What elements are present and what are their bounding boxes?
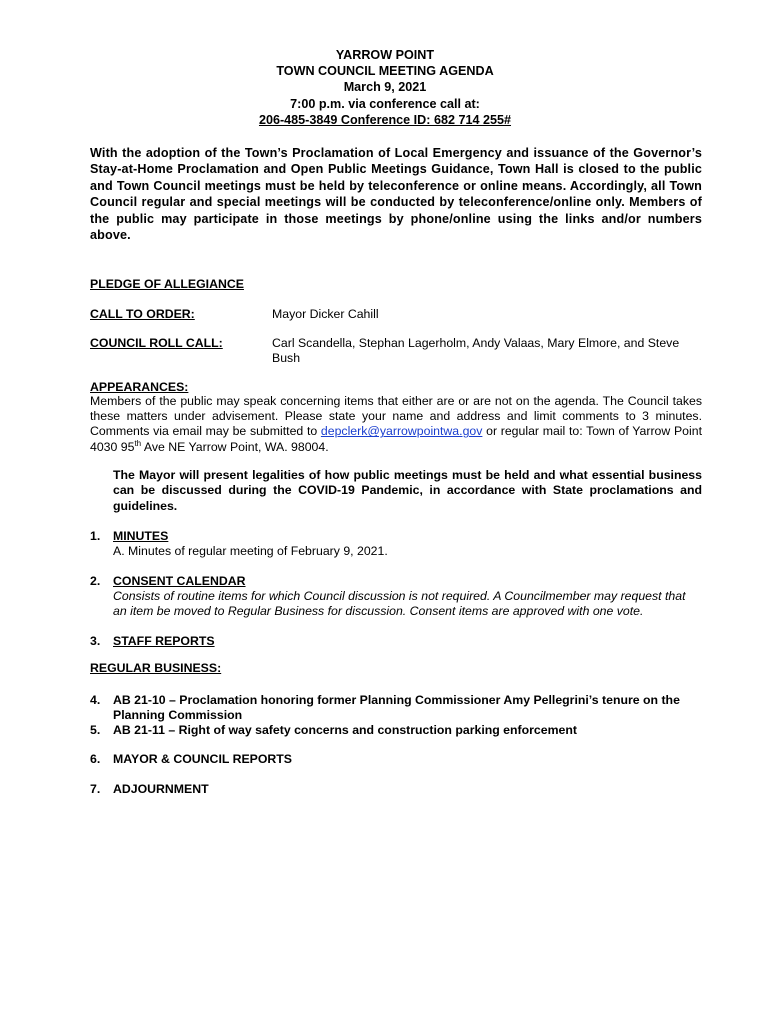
intro-paragraph: With the adoption of the Town’s Proclamation of Local Emergency and issuance of the Governor’s Stay-at-Home Proclamation and Open Public Meetings Guidance, Town Hall is closed to the public and Town Council meetings must be held by teleconference or online means. Accordingly, all Town Council regular and special meetings will be conducted by teleconference/online only. Members of the public may participate in those meetings by phone/online using the links and/or numbers above. <box>90 146 702 243</box>
town-name: YARROW POINT <box>335 48 435 62</box>
ordinal-suffix: th <box>134 438 142 448</box>
item-number: 1. <box>90 529 101 543</box>
call-to-order-label: CALL TO ORDER: <box>90 307 195 321</box>
agenda-item-staff <box>90 634 702 650</box>
item-content <box>113 574 702 620</box>
item-title: STAFF REPORTS <box>113 634 215 648</box>
conference-info: 206-485-3849 Conference ID: 682 714 255# <box>258 112 512 127</box>
item-title: MINUTES <box>113 529 169 543</box>
meeting-time: 7:00 p.m. via conference call at: <box>290 96 480 111</box>
pledge-heading: PLEDGE OF ALLEGIANCE <box>90 277 244 291</box>
item-title: AB 21-11 – Right of way safety concerns and construction parking enforcement <box>113 723 577 737</box>
mayor-note: The Mayor will present legalities of how public meetings must be held and what essential business can be discussed during the COVID-19 Pandemic, in accordance with State proclamations and guidelines. <box>113 468 702 513</box>
clerk-email-link[interactable]: depclerk@yarrowpointwa.gov <box>320 424 483 439</box>
item-number: 2. <box>90 574 101 588</box>
item-description: Consists of routine items for which Council discussion is not required. A Councilmember may request that an item be moved to Regular Business for discussion. Consent items are approved with one vote. <box>113 589 686 619</box>
agenda-item-adjournment <box>90 782 702 798</box>
roll-call-label: COUNCIL ROLL CALL: <box>90 336 223 350</box>
item-subitem: A. Minutes of regular meeting of February 9, 2021. <box>113 544 388 559</box>
agenda-header <box>0 47 770 128</box>
item-number: 4. <box>90 693 101 707</box>
appearances-body <box>90 394 702 455</box>
item-title: AB 21-10 – Proclamation honoring former Planning Commissioner Amy Pellegrini’s tenure on the Planning Commission <box>113 693 680 723</box>
appearances-text-end: Ave NE Yarrow Point, WA. 98004. <box>141 439 329 454</box>
appearances-text-mid: or regular mail to: Town of Yarrow Point 4030 95 <box>90 424 702 454</box>
item-number: 7. <box>90 782 101 796</box>
call-to-order-value: Mayor Dicker Cahill <box>272 307 379 321</box>
regular-business-heading: REGULAR BUSINESS: <box>90 661 222 675</box>
agenda-item-ab-21-10 <box>90 693 702 725</box>
item-content <box>113 529 702 559</box>
roll-call-value: Carl Scandella, Stephan Lagerholm, Andy Valaas, Mary Elmore, and Steve Bush <box>272 336 680 365</box>
agenda-item-minutes <box>90 529 702 561</box>
item-number: 5. <box>90 723 101 737</box>
item-title: CONSENT CALENDAR <box>113 574 246 588</box>
item-number: 3. <box>90 634 101 648</box>
appearances-heading: APPEARANCES: <box>90 380 189 394</box>
item-number: 6. <box>90 752 101 766</box>
item-title: ADJOURNMENT <box>113 782 209 796</box>
agenda-item-consent <box>90 574 702 622</box>
agenda-item-ab-21-11 <box>90 723 702 739</box>
agenda-item-reports <box>90 752 702 768</box>
agenda-title: TOWN COUNCIL MEETING AGENDA <box>276 64 494 79</box>
meeting-date: March 9, 2021 <box>343 80 427 95</box>
item-title: MAYOR & COUNCIL REPORTS <box>113 752 293 766</box>
appearances-text-start: Members of the public may speak concerning items that either are or are not on the agenda. The Council takes these matters under advisement. Please state your name and address and limit comments to 3 minutes. Comments via email may be submitted to <box>90 394 702 439</box>
